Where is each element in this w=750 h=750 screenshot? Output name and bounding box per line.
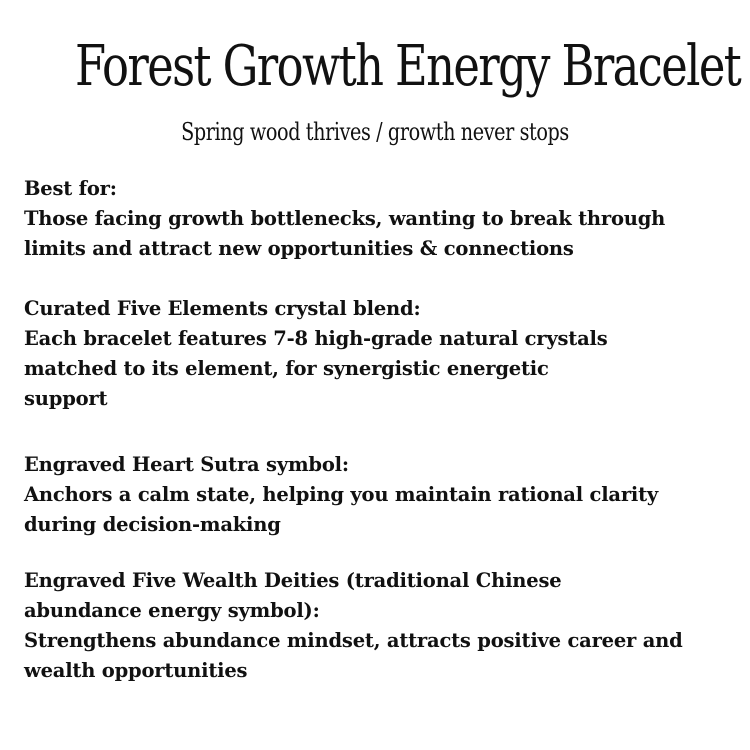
heart-sutra-text-line: Anchors a calm state, helping you maintain rational clarity — [24, 483, 659, 506]
wealth-deities-heading: Engraved Five Wealth Deities (traditional Chinese — [24, 569, 562, 592]
crystal-blend-text-line: matched to its element, for synergistic energetic — [24, 357, 549, 380]
best-for-text-line: Those facing growth bottlenecks, wanting to break through — [24, 207, 666, 230]
crystal-blend-heading: Curated Five Elements crystal blend: — [24, 297, 421, 320]
heart-sutra-section — [24, 450, 736, 540]
wealth-deities-heading: abundance energy symbol): — [24, 599, 320, 622]
best-for-section — [24, 174, 736, 264]
wealth-deities-text-line: wealth opportunities — [24, 659, 248, 682]
heart-sutra-heading: Engraved Heart Sutra symbol: — [24, 453, 349, 476]
wealth-deities-section — [24, 566, 736, 686]
crystal-blend-text-line: Each bracelet features 7-8 high-grade natural crystals — [24, 327, 608, 350]
page-subtitle: Spring wood thrives / growth never stops — [181, 118, 569, 146]
page-title: Forest Growth Energy Bracelet — [75, 34, 741, 99]
crystal-blend-text-line: support — [24, 387, 108, 410]
best-for-text-line: limits and attract new opportunities & connections — [24, 237, 574, 260]
wealth-deities-text-line: Strengthens abundance mindset, attracts positive career and — [24, 629, 683, 652]
crystal-blend-section — [24, 294, 736, 414]
best-for-heading: Best for: — [24, 177, 117, 200]
heart-sutra-text-line: during decision-making — [24, 513, 281, 536]
